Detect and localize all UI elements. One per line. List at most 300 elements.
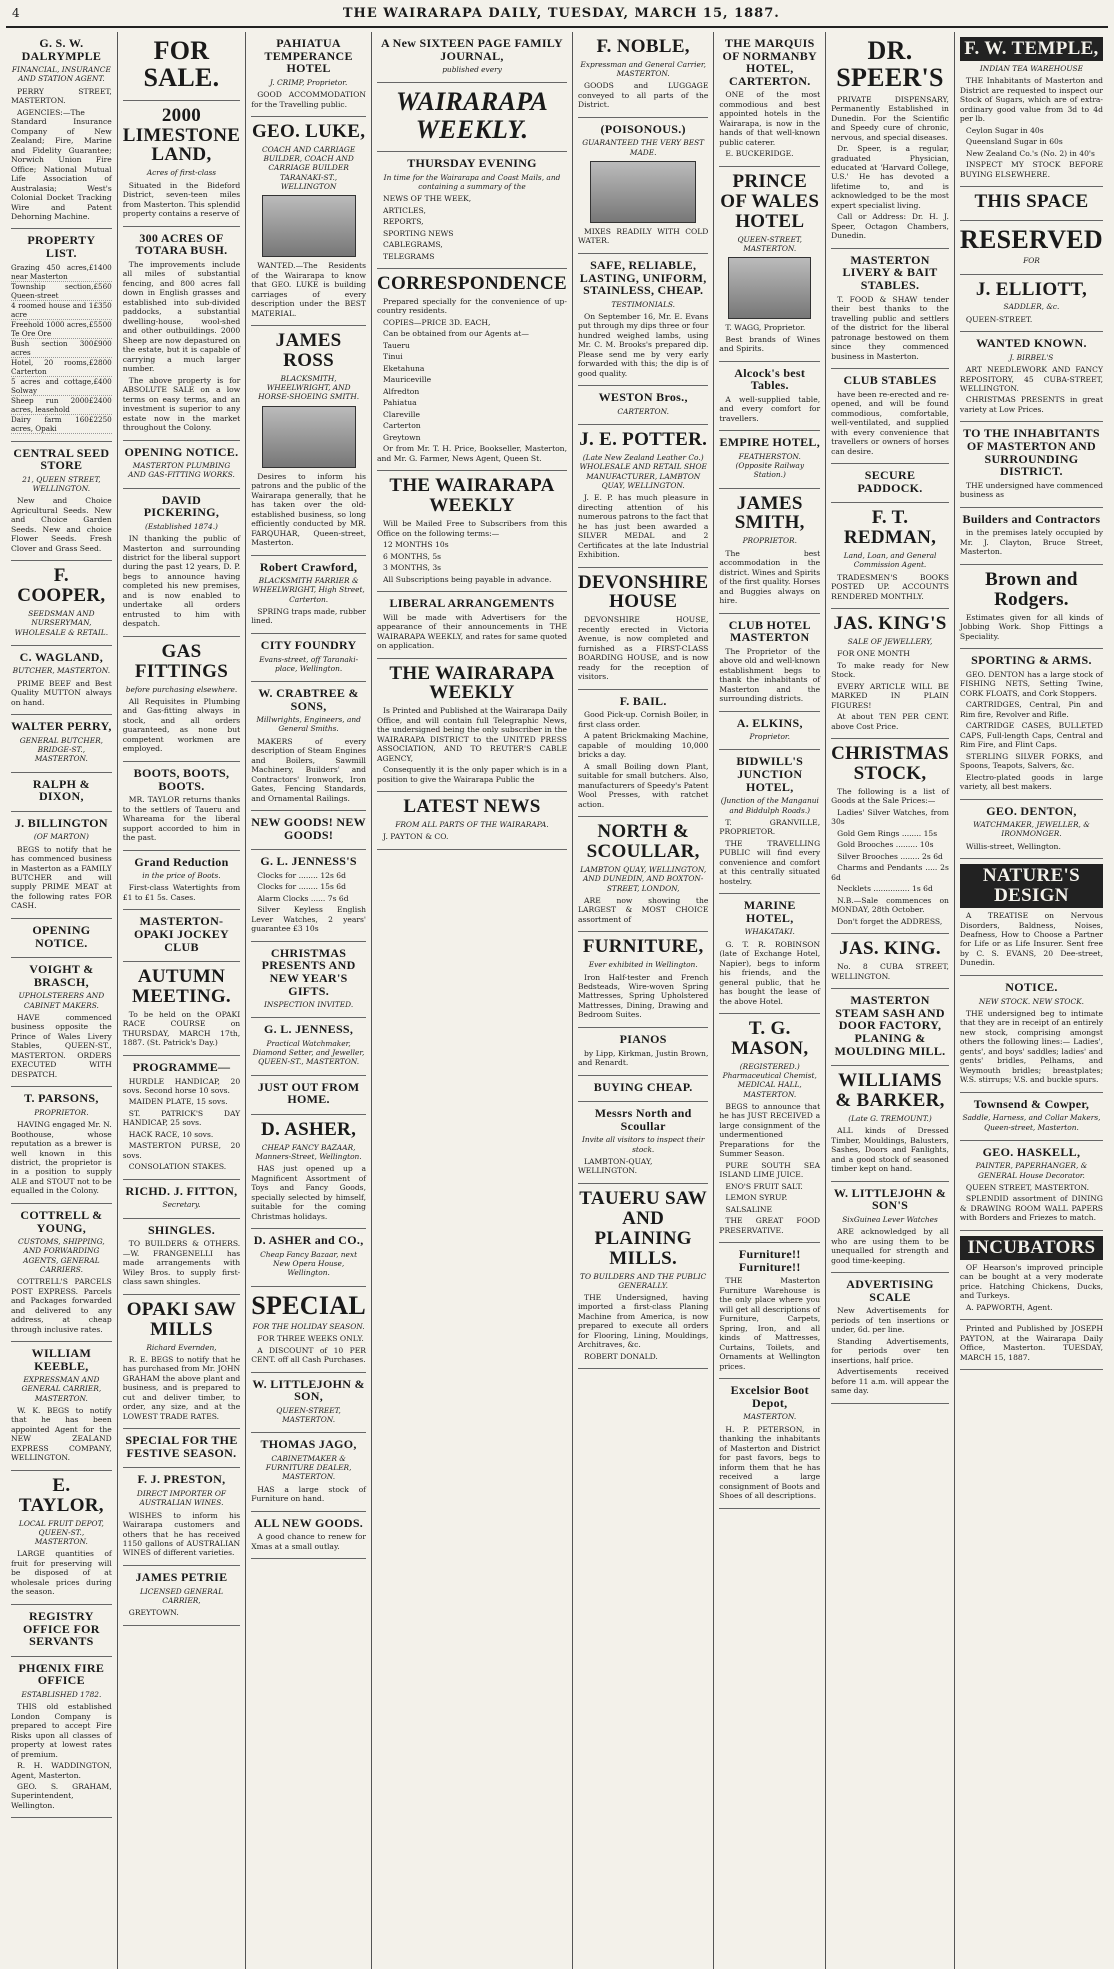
ad-body-text: THE undersigned have commenced business as (959, 480, 1104, 500)
ad-body-text: SPORTING NEWS (383, 228, 454, 238)
advertisement (377, 152, 567, 269)
ad-headline: E. TAYLOR, (18, 1474, 104, 1516)
ad-body-text: The best accommodation in the district. Wines and Spirits of the first quality. Horses and Buggies always on hire. (719, 548, 821, 606)
ad-body-text: ARE acknowledged by all who are using them to be unequalled for strength and good time-keeping. (831, 1227, 949, 1265)
ad-body-text: WANTED.—The Residents of the Wairarapa to know that GEO. LUKE is building carriages of every description under the BEST MATERIAL. (251, 261, 366, 318)
ad-subheading: ESTABLISHED 1782. (21, 1689, 102, 1699)
advertisement (11, 1204, 112, 1342)
ad-body-text: LARGE quantities of fruit for preserving will be disposed of at wholesale prices during the season. (11, 1549, 112, 1597)
advertisement (719, 32, 820, 167)
ad-body-text: The above property is for ABSOLUTE SALE on a low terms on easy terms, and an investment is superior to any estate now in the market throughout the Colony. (122, 375, 241, 433)
ad-subheading: INSPECTION INVITED. (264, 1000, 354, 1010)
ad-body-text: REPORTS, (383, 217, 424, 227)
ad-body-text: FOR THREE WEEKS ONLY. (257, 1334, 364, 1344)
ad-subheading: EXPRESSMAN AND GENERAL CARRIER, MASTERTON. (21, 1375, 102, 1403)
ad-headline: T. G. MASON, (731, 1017, 809, 1059)
ad-body-text: MASTERTON PURSE, 20 sovs. (122, 1141, 241, 1160)
ad-body-text: Prepared specially for the convenience of up-country residents. (377, 296, 567, 316)
ad-body-text: MAKERS of every description of Steam Engines and Boilers, Sawmill Machinery, Builders' and Contractors' Ironwork, Iron Gates, Fencing Standards, and Ornamental Railings. (251, 736, 366, 803)
advertisement (960, 800, 1103, 860)
advertisement (719, 894, 820, 1014)
ad-headline: Townsend & Cowper, (973, 1096, 1090, 1111)
advertisement (11, 229, 112, 441)
advertisement (831, 609, 949, 739)
advertisement (123, 489, 240, 637)
ad-subheading: CARTERTON. (617, 406, 669, 416)
advertisement (960, 187, 1103, 221)
column-4 (372, 32, 573, 1969)
ad-body-text: THIS old established London Company is prepared to accept Fire Risks upon all classes of property at lowest rates of premium. (11, 1702, 112, 1759)
ad-headline: MASTERTON STEAM SASH AND DOOR FACTORY, PLANING & MOULDING MILL. (834, 993, 946, 1058)
ad-headline: SECURE PADDOCK. (857, 468, 923, 495)
ad-headline: SPORTING & ARMS. (971, 653, 1092, 668)
ad-headline: CITY FOUNDRY (260, 637, 357, 652)
ad-body-text: AGENCIES:—The Standard Insurance Company of New Zealand; Fire, Marine and Fidelity Guarantee; Norwich Union Fire Office; National Mutual Life Association of Australasia; West's Colonial Docket Tracking Wire and Patent Dehorning Machine. (11, 107, 112, 221)
ad-headline: WILLIAMS & BARKER, (835, 1070, 945, 1112)
ad-subheading: LAMBTON QUAY, WELLINGTON, AND DUNEDIN, AND BOXTON-STREET, LONDON, (580, 865, 707, 893)
ad-body-text: R. H. WADDINGTON, Agent, Masterton. (11, 1761, 112, 1780)
ad-body-text: GOOD ACCOMMODATION for the Travelling public. (251, 90, 366, 109)
ad-body-text: J. E. P. has much pleasure in directing attention of his numerous patrons to the fact that he has just been awarded a SILVER MEDAL and 2 Certificates at the late Industrial Exhibition. (578, 493, 709, 560)
advertisement (578, 932, 708, 1028)
ad-headline: THOMAS JAGO, (260, 1437, 357, 1452)
ad-subheading: Expressman and General Carrier, MASTERTON. (580, 59, 706, 79)
ad-body-text: Call or Address: Dr. H. J. Speer, Octagon Chambers, Dunedin. (831, 212, 949, 241)
ad-body-text: Clocks for ........ 15s 6d (257, 882, 346, 892)
ad-headline: F. J. PRESTON, (137, 1472, 226, 1487)
advertisement (831, 32, 949, 249)
ad-headline: TO THE INHABITANTS OF MASTERTON AND SURROUNDING DISTRICT. (963, 426, 1100, 479)
ad-body-text: COTTRELL'S PARCELS POST EXPRESS. Parcels and Packages forwarded and delivered to any address, at cheap through inclusive rates. (11, 1277, 112, 1334)
property-list (11, 263, 112, 434)
ad-headline: OPENING NOTICE. (124, 444, 239, 459)
ad-subheading: PROPRIETOR. (34, 1107, 89, 1117)
ad-headline: JAMES PETRIE (135, 1569, 228, 1584)
ad-headline: F. BAIL. (619, 693, 667, 708)
ad-headline: Messrs North and Scoullar (594, 1106, 692, 1133)
ad-body-text: Taueru (383, 340, 410, 350)
advertisement (719, 712, 820, 751)
ad-headline: FOR SALE. (143, 36, 220, 93)
ad-headline: C. WAGLAND, (19, 649, 104, 664)
ad-subheading: MASTERTON. (743, 1412, 797, 1422)
ad-body-text: A well-supplied table, and every comfort for travellers. (719, 394, 821, 423)
list-item-label: 5 acres and cottage, Solway (11, 376, 94, 395)
advertisement (11, 958, 112, 1087)
ad-body-text: First-class Watertights from £1 to £1 5s. Cases. (122, 883, 241, 902)
ad-headline: CHRISTMAS STOCK, (831, 743, 949, 785)
advertisement (251, 1373, 366, 1434)
ad-body-text: Is Printed and Published at the Wairarapa Daily Office, and will contain full Telegraphic News, the undersigned being the only subscriber in the WAIRARAPA DISTRICT to the UNITED PRESS ASSOCIATION, AND TO REUTER'S CABLE AGENCY, (377, 706, 567, 763)
ad-body-text: Necklets ............... 1s 6d (837, 884, 933, 894)
ad-subheading: NEW STOCK. NEW STOCK. (978, 996, 1085, 1006)
ad-subheading: 21, QUEEN STREET, WELLINGTON. (22, 474, 101, 494)
advertisement (377, 471, 567, 592)
advertisement (578, 1102, 708, 1184)
ad-body-text: Charms and Pendants ..... 2s 6d (831, 863, 949, 882)
advertisement (123, 1180, 240, 1219)
ad-headline: A. ELKINS, (736, 715, 803, 730)
advertisement (719, 431, 820, 488)
ad-body-text: Estimates given for all kinds of Jobbing Work. Shop Fittings a Speciality. (959, 612, 1103, 641)
advertisement (831, 249, 949, 369)
ad-subheading: DIRECT IMPORTER OF AUSTRALIAN WINES. (136, 1489, 227, 1508)
ad-subheading: in the price of Boots. (142, 871, 221, 881)
ad-body-text: Pahiatua (383, 398, 417, 408)
advertisement (251, 682, 366, 811)
advertisement (960, 1141, 1103, 1231)
page-number: 4 (12, 6, 21, 20)
advertisement (123, 101, 240, 227)
column-5 (573, 32, 714, 1969)
column-8 (955, 32, 1108, 1969)
advertisement (578, 817, 708, 932)
ad-headline: TAUERU SAW AND PLAINING MILLS. (579, 1187, 708, 1269)
ad-subheading: FEATHERSTON. (Opposite Railway Station.) (735, 451, 804, 480)
ad-headline: F. NOBLE, (596, 36, 690, 57)
list-item (11, 301, 112, 320)
list-item-price: £560 (93, 281, 112, 291)
ad-body-text: Mauriceville (383, 375, 432, 385)
advertisement (11, 715, 112, 772)
ad-body-text: Alfredton (383, 386, 420, 396)
ad-body-text: STERLING SILVER FORKS, and Spoons, Teapots, Salvers, &c. (959, 751, 1103, 771)
advertisement (960, 859, 1103, 976)
ad-headline: Alcock's best Tables. (734, 365, 806, 393)
ad-headline: GEO. LUKE, (251, 121, 366, 142)
advertisement (578, 386, 708, 425)
ad-body-text: Alarm Clocks ...... 7s 6d (257, 893, 349, 903)
ad-headline: EMPIRE HOTEL, (719, 435, 821, 450)
ad-body-text: THE TRAVELLING PUBLIC will find every convenience and comfort at this centrally situated hostelry. (719, 838, 821, 886)
ad-body-text: PURE SOUTH SEA ISLAND LIME JUICE. (719, 1160, 821, 1180)
advertisement (251, 556, 366, 634)
ad-subheading: FOR THE HOLIDAY SEASON. (252, 1321, 365, 1331)
ad-body-text: New Advertisements for periods of ten insertions or under, 6d. per line. (831, 1306, 949, 1335)
ad-subheading: FINANCIAL, INSURANCE AND STATION AGENT. (11, 65, 111, 84)
advertisement (960, 221, 1103, 275)
column-7 (826, 32, 955, 1969)
ad-subheading: BLACKSMITH FARRIER & WHEELWRIGHT, High Street, Carterton. (252, 576, 365, 604)
ad-headline: OPAKI SAW MILLS (126, 1298, 237, 1340)
ad-headline: GEO. DENTON, (986, 803, 1077, 818)
ad-body-text: A. PAPWORTH, Agent. (965, 1302, 1053, 1312)
ad-subheading: SADDLER, &c. (1003, 302, 1060, 312)
ad-subheading: (Established 1874.) (144, 521, 218, 531)
ad-subheading: Acres of first-class (146, 168, 217, 178)
ad-body-text: New and Choice Agricultural Seeds. New and Choice Garden Seeds. New and choice Flower Seeds. Fresh Clover and Grass Seed. (11, 496, 112, 553)
ad-body-text: Tinui (383, 352, 403, 362)
ad-body-text: THE Inhabitants of Masterton and District are requested to inspect our Stock of Sugars, which are of extra-ordinary good value from 3d to 4d per lb. (959, 76, 1103, 124)
ad-body-text: SALSALINE (725, 1204, 773, 1214)
advertisement (377, 659, 567, 793)
ad-body-text: Will be Mailed Free to Subscribers from this Office on the following terms:— (377, 519, 567, 538)
ad-body-text: Situated in the Bideford District, seven-teen miles from Masterton. This splendid property contains a reserve of (122, 180, 241, 219)
ad-body-text: OF Hearson's improved principle can be bought at a very moderate price. Hatching Chickens, Ducks, and Turkeys. (959, 1262, 1103, 1301)
ad-subheading: CABINETMAKER & FURNITURE DEALER, MASTERTON. (265, 1453, 352, 1482)
list-item-label: Township section, Queen-street (11, 281, 94, 300)
ad-body-text: THE Masterton Furniture Warehouse is the only place where you will get all descriptions of Furniture, Carpets, Spring, Iron, and all kinds of Mattresses, Curtains, Toilets, and Ornaments at Wellington prices. (719, 1276, 821, 1371)
ad-body-text: W. K. BEGS to notify that he has been appointed Agent for the NEW ZEALAND EXPRESS COMPANY, WELLINGTON. (11, 1405, 112, 1463)
ad-subheading: INDIAN TEA WAREHOUSE (979, 63, 1084, 73)
ad-body-text: Carterton (383, 421, 421, 431)
ad-subheading: Cheap Fancy Bazaar, next New Opera House, Wellington. (260, 1249, 358, 1278)
advertisement (719, 1379, 820, 1508)
ad-subheading: Proprietor. (749, 732, 790, 742)
advertisement (251, 1287, 366, 1373)
advertisement (11, 812, 112, 919)
ad-body-text: DEVONSHIRE HOUSE, recently erected in Victoria Avenue, is now completed and furnished as a FIRST-CLASS BOARDING HOUSE, and is now ready for the reception of visitors. (578, 615, 709, 682)
ad-body-text: PRIVATE DISPENSARY, Permanently Established in Dunedin. For the Scientific and Speedy cure of chronic, nervous, and special diseases. (831, 94, 949, 142)
printer-imprint (960, 1320, 1103, 1370)
ad-headline: A New SIXTEEN PAGE FAMILY JOURNAL, (381, 36, 563, 63)
advertisement (123, 1295, 240, 1430)
ad-body-text: Will be made with Advertisers for the appearance of their announcements in THE WAIRARAPA WEEKLY, and rates for same quoted on application. (377, 612, 568, 651)
advertisement (123, 1219, 240, 1295)
ad-body-text: A DISCOUNT of 10 PER CENT. off all Cash Purchases. (251, 1345, 366, 1365)
ad-body-text: ARTICLES, (383, 205, 426, 215)
ad-body-text: CARTRIDGE CASES, BULLETED CAPS, Full-length Caps, Central and Rim Fire, and Flint Caps. (959, 721, 1103, 750)
ad-headline: BOOTS, BOOTS, BOOTS. (133, 765, 230, 793)
ad-headline: CENTRAL SEED STORE (13, 445, 110, 473)
ad-body-text: by Lipp, Kirkman, Justin Brown, and Renardt. (578, 1048, 709, 1068)
advertisement (123, 762, 240, 851)
advertisement (123, 851, 240, 911)
ad-headline: (POISONOUS.) (600, 121, 686, 136)
ad-body-text: Gold Brooches ......... 10s (837, 840, 934, 850)
horseshoe-engraving-icon (262, 406, 356, 468)
ad-headline: G. L. JENNESS'S (260, 854, 357, 869)
ad-body-text: ENO'S FRUIT SALT. (725, 1181, 803, 1191)
ad-headline: CHRISTMAS PRESENTS AND NEW YEAR'S GIFTS. (261, 945, 356, 998)
advertisement (831, 464, 949, 503)
ad-headline: MASTERTON-OPAKI JOCKEY CLUB (133, 914, 229, 954)
list-item (11, 263, 112, 282)
ad-headline: JAMES ROSS (275, 330, 342, 372)
advertisement (960, 422, 1103, 507)
advertisement (831, 934, 949, 989)
ad-headline: PHŒNIX FIRE OFFICE (18, 1660, 105, 1688)
list-item-price: £400 (93, 376, 112, 386)
ad-body-text: The Proprietor of the above old and well-known establishment begs to thank the inhabitants of Masterton and the surrounding districts. (719, 646, 821, 704)
ad-body-text: FOR ONE MONTH (837, 649, 910, 659)
ad-body-text: MR. TAYLOR returns thanks to the settlers of Taueru and Whareama for the liberal support accorded to him in the past. (122, 795, 241, 843)
advertisement (377, 592, 567, 659)
ad-body-text: IN thanking the public of Masterton and surrounding district for the liberal support during the past 12 years, D. P. begs to announce having completed his new premises, and is now enabled to undertake all orders entrusted to him with despatch. (122, 534, 241, 629)
ad-subheading: Practical Watchmaker, Diamond Setter, and Jeweller, QUEEN-ST., MASTERTON. (252, 1038, 365, 1067)
ad-headline: F. W. TEMPLE, (960, 37, 1103, 61)
advertisement (251, 117, 366, 326)
ad-body-text: Good Pick-up. Cornish Boiler, in first class order. (578, 710, 709, 729)
ad-body-text: HAS just opened up a Magnificent Assortment of Toys and Fancy Goods, specially selected by himself, suitable for the coming Christmas holidays. (251, 1164, 366, 1221)
ad-subheading: (Late G. TREMOUNT.) (848, 1114, 932, 1124)
ad-subheading: Land, Loan, and General Commission Agent. (843, 551, 937, 570)
ad-headline: RESERVED (959, 224, 1103, 254)
advertisement (251, 1512, 366, 1560)
advertisement (377, 792, 567, 850)
ad-body-text: INSPECT MY STOCK BEFORE BUYING ELSEWHERE. (959, 160, 1103, 179)
list-item-price: £2800 (88, 357, 112, 367)
ad-subheading: before purchasing elsewhere. (125, 684, 238, 694)
ad-headline: D. ASHER and CO., (253, 1233, 364, 1248)
ad-body-text: ARE now showing the LARGEST & MOST CHOICE assortment of (578, 895, 709, 924)
ad-headline: Builders and Contractors (962, 511, 1101, 526)
ad-body-text: THE GREAT FOOD PRESERVATIVE. (719, 1216, 821, 1235)
ad-body-text: PERRY STREET, MASTERTON. (11, 86, 112, 106)
advertisement (123, 637, 240, 762)
ad-body-text: ONE of the most commodious and best appointed hotels in the Wairarapa, is now in the hands of that well-known public caterer. (719, 90, 821, 147)
advertisement (960, 649, 1103, 799)
ad-headline: CORRESPONDENCE (377, 273, 567, 295)
ad-headline: LIBERAL ARRANGEMENTS (389, 596, 555, 611)
ad-subheading: Secretary. (162, 1200, 201, 1210)
ad-body-text: LEMON SYRUP. (725, 1193, 788, 1203)
advertisement (11, 919, 112, 958)
ad-headline: VOIGHT & BRASCH, (29, 962, 94, 989)
ad-headline: BUYING CHEAP. (593, 1079, 693, 1094)
ad-headline: PRINCE OF WALES HOTEL (720, 170, 820, 232)
advertisement (251, 32, 366, 117)
list-item-price: £2400 (88, 395, 112, 405)
ad-body-text: A patent Brickmaking Machine, capable of moulding 10,000 bricks a day. (578, 731, 709, 760)
ad-headline: JAS. KING. (839, 938, 941, 960)
ad-body-text: MAIDEN PLATE, 15 sovs. (128, 1097, 228, 1107)
advertisement (960, 275, 1103, 333)
ad-headline: NOTICE. (1005, 979, 1058, 994)
ad-headline: W. CRABTREE & SONS, (258, 686, 359, 713)
advertisement (960, 1093, 1103, 1141)
ad-body-text: J. PAYTON & CO. (383, 832, 449, 842)
ad-body-text: HACK RACE, 10 sovs. (128, 1129, 214, 1139)
ad-subheading: CUSTOMS, SHIPPING, AND FORWARDING AGENTS, GENERAL CARRIERS. (18, 1237, 105, 1274)
advertisement (719, 489, 820, 614)
list-item-label: Hotel, 20 rooms, Carterton (11, 357, 89, 376)
ad-subheading: Richard Evernden, (146, 1342, 217, 1352)
ad-subheading: TESTIMONIALS. (611, 299, 676, 309)
ad-headline: GAS FITTINGS (134, 640, 229, 682)
ad-headline: THE MARQUIS OF NORMANBY HOTEL, CARTERTON. (722, 36, 818, 88)
advertisement (123, 1056, 240, 1180)
ad-body-text: QUEEN STREET, MASTERTON. (965, 1182, 1090, 1192)
advertisement (960, 565, 1103, 649)
ad-headline: Excelsior Boot Depot, (730, 1383, 809, 1410)
advertisement (123, 227, 240, 441)
ad-body-text: GEO. S. GRAHAM, Superintendent, Wellington. (11, 1782, 112, 1810)
ad-headline: MASTERTON LIVERY & BAIT STABLES. (842, 252, 938, 293)
ad-headline: REGISTRY OFFICE FOR SERVANTS (23, 1608, 100, 1649)
ad-body-text: 12 MONTHS 10s (383, 540, 449, 550)
list-item-price: £2250 (88, 414, 112, 424)
ad-headline: JAMES SMITH, (734, 492, 805, 534)
ad-headline: F. T. REDMAN, (843, 507, 937, 549)
advertisement (831, 1182, 949, 1273)
ad-body-text: G. T. R. ROBINSON (late of Exchange Hotel, Napier), begs to inform his friends, and the general public, that he has bought the lease of the above Hotel. (719, 939, 821, 1006)
ad-body-text: All Requisites in Plumbing and Gas-fitting always in stock, and all orders guaranteed, as none but competent workmen are employed. (122, 697, 241, 754)
ad-headline: ALL NEW GOODS. (254, 1515, 364, 1530)
ad-body-text: Greytown (383, 432, 421, 442)
advertisement (831, 1066, 949, 1182)
ad-body-text: Electro-plated goods in large variety, all best makers. (959, 772, 1103, 792)
ad-body-text: A TREATISE on Nervous Disorders, Baldness, Noises, Deafness, How to Choose a Partner for Life or as Life Insurer. Sent free by C. S. EVANS, 20 Dee-street, Dunedin. (959, 911, 1103, 968)
advertisement (11, 1342, 112, 1471)
ad-subheading: WATCHMAKER, JEWELLER, & IRONMONGER. (973, 820, 1090, 839)
newspaper-title: THE WAIRARAPA DAILY, TUESDAY, MARCH 15, 1887. (342, 6, 780, 21)
ad-body-text: New Zealand Co.'s (No. 2) in 40's (965, 148, 1095, 158)
ad-body-text: WISHES to inform his Wairarapa customers and others that he has received 1150 gallons of AUSTRALIAN WINES of different varieties. (122, 1510, 241, 1558)
ad-headline: JAS. KING'S (833, 613, 947, 635)
ad-subheading: GUARANTEED THE VERY BEST MADE. (582, 138, 705, 157)
ad-subheading: PAINTER, PAPERHANGER, & GENERAL House Decorator. (975, 1161, 1088, 1180)
list-item-price: £5500 (88, 319, 112, 329)
ad-headline: F. COOPER, (17, 565, 106, 607)
ad-body-text: SPLENDID assortment of DINING & DRAWING ROOM WALL PAPERS with Borders and Friezes to match. (959, 1194, 1103, 1223)
column-6 (714, 32, 826, 1969)
ad-headline: WILLIAM KEEBLE, (31, 1346, 92, 1373)
list-item-label: Dairy farm 160 acres, Opaki (11, 414, 89, 433)
ad-body-text: HAVING engaged Mr. N. Boothouse, whose reputation as a brewer is well known in this district, the proprietor is in a position to supply ALE and STOUT not to be equalled in the Colony. (11, 1120, 112, 1196)
ad-body-text: The following is a list of Goods at the Sale Prices:— (831, 786, 949, 806)
ad-subheading: GENERAL BUTCHER, BRIDGE-ST., MASTERTON. (19, 735, 104, 764)
ad-subheading: J. BIRBEL'S (1009, 352, 1054, 362)
ad-headline: LATEST NEWS (403, 796, 541, 818)
ad-subheading: BUTCHER, MASTERTON. (12, 666, 111, 676)
ad-body-text: Can be obtained from our Agents at— (383, 329, 529, 339)
advertisement (123, 1429, 240, 1468)
advertisement (251, 942, 366, 1019)
ad-subheading: COACH AND CARRIAGE BUILDER, COACH AND CARRIAGE BUILDER TARANAKI-ST., WELLINGTON (261, 144, 356, 191)
column-1 (6, 32, 118, 1969)
advertisement (831, 1273, 949, 1404)
ad-headline: W. LITTLEJOHN & SON'S (833, 1185, 947, 1213)
ad-headline: NORTH & SCOULLAR, (586, 821, 700, 863)
ad-headline: THIS SPACE (974, 191, 1089, 213)
ad-subheading: (REGISTERED.) Pharmaceutical Chemist, MEDICAL HALL, MASTERTON. (722, 1061, 817, 1099)
ad-headline: RICHD. J. FITTON, (125, 1183, 238, 1198)
ad-headline: DAVID PICKERING, (143, 492, 220, 520)
ad-headline: PAHIATUA TEMPERANCE HOTEL (264, 36, 353, 76)
advertisement (251, 634, 366, 682)
ad-subheading: Saddle, Harness, and Collar Makers, Queen-street, Masterton. (962, 1113, 1101, 1132)
advertisement (251, 850, 366, 942)
list-item (11, 396, 112, 415)
ad-body-text: ALL kinds of Dressed Timber, Mouldings, Balusters, Sashes, Doors and Fanlights, and a good stock of seasoned timber kept on hand. (831, 1126, 949, 1174)
advertisement (578, 690, 708, 817)
advertisement (578, 425, 708, 567)
ad-headline: OPENING NOTICE. (32, 922, 91, 950)
ad-headline: NEW GOODS! NEW GOODS! (251, 815, 366, 842)
column-3 (246, 32, 372, 1969)
ad-body-text: NEWS OF THE WEEK, (383, 194, 472, 204)
advertisement (11, 1657, 112, 1819)
ad-body-text: Ladies' Silver Watches, from 30s (831, 807, 949, 827)
list-item-label: Sheep run 2000 acres, leasehold (11, 395, 89, 414)
ad-body-text: Standing Advertisements, for periods over ten insertions, half price. (831, 1336, 949, 1365)
advertisement (123, 32, 240, 101)
ad-body-text: EVERY ARTICLE WILL BE MARKED IN PLAIN FIGURES! (831, 681, 949, 710)
ad-body-text: Don't forget the ADDRESS, (837, 916, 943, 926)
list-item-label: Freehold 1000 acres, Te Ore Ore (11, 319, 89, 338)
ad-headline: G. S. W. DALRYMPLE (21, 36, 102, 63)
ad-headline: WESTON Bros., (598, 390, 688, 405)
advertisement (123, 1566, 240, 1626)
ad-body-text: A small Boiling down Plant, suitable for small butchers. Also, manufacturers of Speedy's Patent Wool Presses, with ratchet action. (578, 761, 709, 809)
advertisement (719, 362, 820, 432)
advertisement (11, 442, 112, 562)
advertisement (719, 1014, 820, 1243)
ad-headline: JUST OUT FROM HOME. (257, 1079, 360, 1107)
ad-headline: Furniture!! Furniture!! (738, 1247, 801, 1274)
ad-body-text: LAMBTON-QUAY, WELLINGTON. (578, 1156, 653, 1176)
